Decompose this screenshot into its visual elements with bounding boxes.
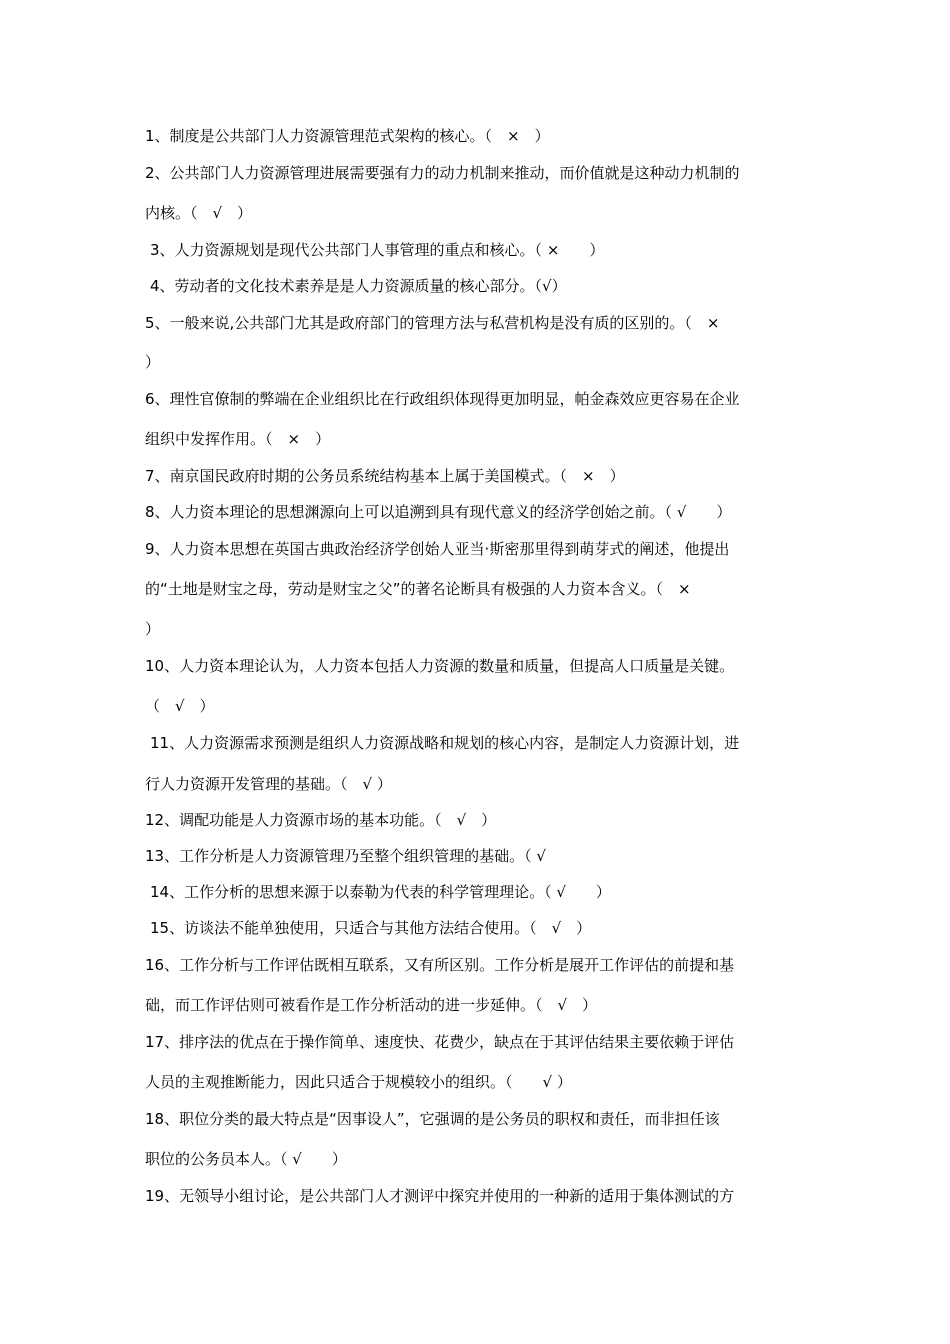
question-6-line-1: 6、理性官僚制的弊端在企业组织比在行政组织体现得更加明显，帕金森效应更容易在企业	[145, 390, 740, 408]
question-18-line-1: 18、职位分类的最大特点是“因事设人”，它强调的是公务员的职权和责任，而非担任该	[145, 1110, 720, 1128]
question-5-line-2: ）	[145, 353, 161, 371]
question-10-line-2: （ √ ）	[145, 697, 215, 715]
question-7: 7、南京国民政府时期的公务员系统结构基本上属于美国模式。（ × ）	[145, 467, 625, 485]
question-18-line-2: 职位的公务员本人。（ √ ）	[145, 1150, 347, 1168]
question-9-line-2: 的“土地是财宝之母，劳动是财宝之父”的著名论断具有极强的人力资本含义。（ ×	[145, 580, 691, 598]
question-12: 12、调配功能是人力资源市场的基本功能。（ √ ）	[145, 811, 497, 829]
question-8: 8、人力资本理论的思想渊源向上可以追溯到具有现代意义的经济学创始之前。（ √ ）	[145, 503, 732, 521]
question-3: 3、人力资源规划是现代公共部门人事管理的重点和核心。（ × ）	[150, 241, 605, 259]
question-5-line-1: 5、一般来说,公共部门尤其是政府部门的管理方法与私营机构是没有质的区别的。（ ×	[145, 314, 720, 332]
question-2-line-2: 内核。（ √ ）	[145, 204, 253, 222]
question-16-line-2: 础，而工作评估则可被看作是工作分析活动的进一步延伸。（ √ ）	[145, 996, 598, 1014]
question-11-line-1: 11、人力资源需求预测是组织人力资源战略和规划的核心内容，是制定人力资源计划，进	[150, 734, 740, 752]
question-17-line-1: 17、排序法的优点在于操作简单、速度快、花费少，缺点在于其评估结果主要依赖于评估	[145, 1033, 735, 1051]
question-6-line-2: 组织中发挥作用。（ × ）	[145, 430, 331, 448]
question-1: 1、制度是公共部门人力资源管理范式架构的核心。（ × ）	[145, 127, 550, 145]
question-10-line-1: 10、人力资本理论认为，人力资本包括人力资源的数量和质量，但提高人口质量是关键。	[145, 657, 735, 675]
question-15: 15、访谈法不能单独使用，只适合与其他方法结合使用。（ √ ）	[150, 919, 592, 937]
question-16-line-1: 16、工作分析与工作评估既相互联系，又有所区别。工作分析是展开工作评估的前提和基	[145, 956, 735, 974]
question-2-line-1: 2、公共部门人力资源管理进展需要强有力的动力机制来推动，而价值就是这种动力机制的	[145, 164, 740, 182]
question-14: 14、工作分析的思想来源于以泰勒为代表的科学管理理论。（ √ ）	[150, 883, 611, 901]
question-9-line-3: ）	[145, 620, 161, 638]
question-9-line-1: 9、人力资本思想在英国古典政治经济学创始人亚当·斯密那里得到萌芽式的阐述，他提出	[145, 540, 730, 558]
question-13: 13、工作分析是人力资源管理乃至整个组织管理的基础。（ √	[145, 847, 546, 865]
question-11-line-2: 行人力资源开发管理的基础。（ √ ）	[145, 775, 392, 793]
question-4: 4、劳动者的文化技术素养是是人力资源质量的核心部分。（√）	[150, 277, 567, 295]
question-17-line-2: 人员的主观推断能力，因此只适合于规模较小的组织。（ √ ）	[145, 1073, 572, 1091]
question-19-line-1: 19、无领导小组讨论，是公共部门人才测评中探究并使用的一种新的适用于集体测试的方	[145, 1187, 735, 1205]
